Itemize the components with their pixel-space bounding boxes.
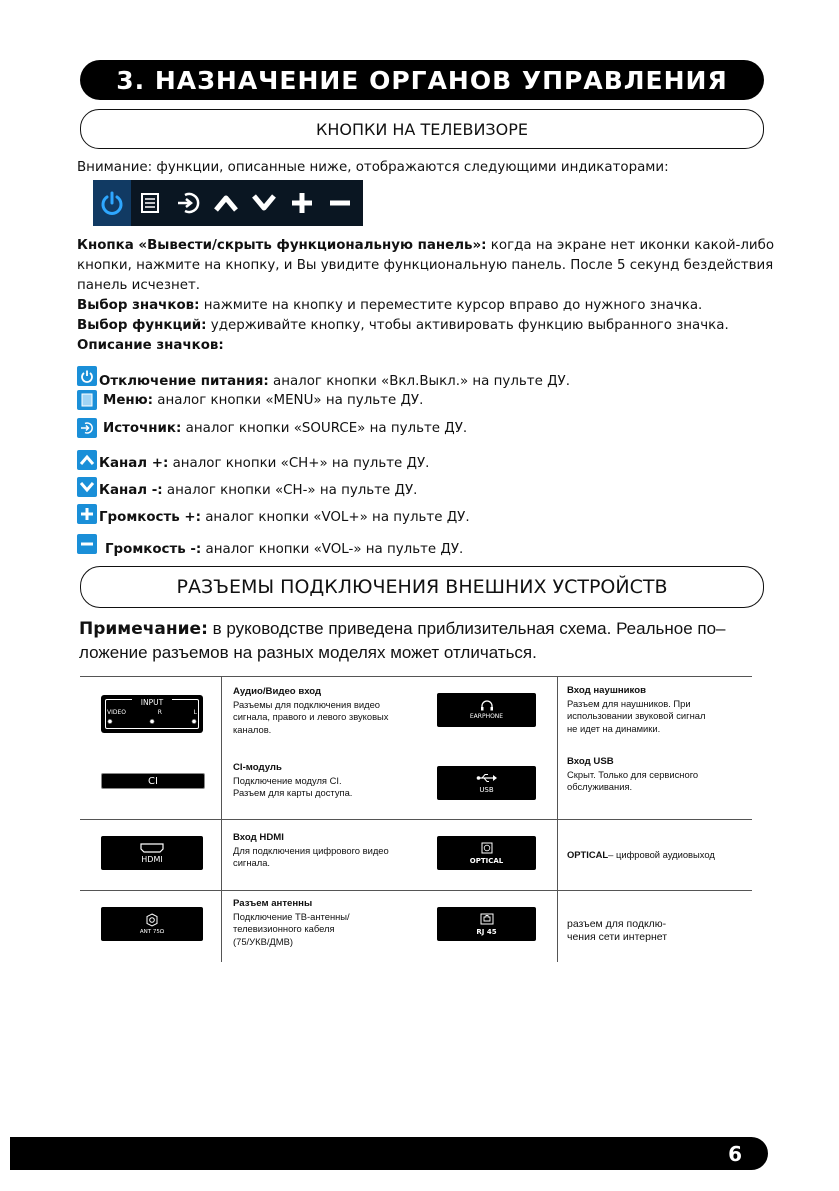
ci-desc-1: Подключение модуля CI. bbox=[233, 774, 342, 786]
desc-source bbox=[77, 418, 467, 438]
usb-desc-1: Скрыт. Только для сервисного bbox=[567, 768, 699, 780]
optical-title: OPTICAL bbox=[567, 849, 609, 860]
desc-power bbox=[77, 362, 570, 389]
input-label: INPUT bbox=[132, 698, 172, 707]
down-icon bbox=[77, 477, 97, 497]
rj45-desc-2: чения сети интернет bbox=[567, 931, 668, 943]
panel-toggle-text: когда на экране нет иконки какой-либо bbox=[486, 238, 775, 253]
optical-label: OPTICAL bbox=[469, 856, 504, 865]
plus-icon bbox=[283, 180, 321, 226]
l-label: L bbox=[193, 709, 197, 716]
hdmi-label: HDMI bbox=[141, 854, 163, 864]
down-icon bbox=[245, 180, 283, 226]
section-title-buttons: КНОПКИ НА ТЕЛЕВИЗОРЕ bbox=[80, 109, 764, 149]
power-icon bbox=[77, 366, 97, 386]
table-top-border bbox=[80, 676, 752, 677]
earphone-title: Вход наушников bbox=[567, 685, 646, 696]
desc-volume-down-label: Громкость -: bbox=[105, 542, 202, 557]
av-input-desc-1: Разъемы для подключения видео bbox=[233, 698, 380, 710]
hdmi-icon bbox=[140, 843, 164, 853]
video-jack-icon: ✹ bbox=[107, 718, 113, 726]
earphone-label: EARPHONE bbox=[469, 713, 504, 720]
usb-title: Вход USB bbox=[567, 756, 614, 767]
note-label: Примечание: bbox=[79, 619, 208, 639]
earphone-port bbox=[437, 693, 536, 727]
minus-icon bbox=[77, 534, 97, 554]
earphone-description bbox=[567, 685, 757, 735]
up-icon bbox=[207, 180, 245, 226]
hdmi-port bbox=[101, 836, 203, 870]
antenna-description bbox=[233, 898, 433, 948]
r-jack-icon: ✹ bbox=[149, 718, 155, 726]
optical-description bbox=[567, 849, 767, 862]
av-input-desc-3: каналов. bbox=[233, 723, 272, 735]
hdmi-title: Вход HDMI bbox=[233, 832, 284, 843]
av-input-desc-2: сигнала, правого и левого звуковых bbox=[233, 711, 389, 722]
up-icon bbox=[77, 450, 97, 470]
rj45-port bbox=[437, 907, 536, 941]
desc-channel-up-label: Канал +: bbox=[99, 456, 169, 471]
chapter-title: 3. НАЗНАЧЕНИЕ ОРГАНОВ УПРАВЛЕНИЯ bbox=[80, 60, 764, 100]
icon-select-paragraph bbox=[77, 296, 777, 316]
antenna-title: Разъем антенны bbox=[233, 898, 313, 909]
desc-power-text: аналог кнопки «Вкл.Выкл.» на пульте ДУ. bbox=[268, 374, 570, 389]
note bbox=[79, 617, 799, 664]
desc-volume-up bbox=[77, 502, 470, 525]
icon-descriptions-label: Описание значков: bbox=[77, 338, 224, 353]
function-select-paragraph bbox=[77, 316, 777, 336]
antenna-desc-3: (75/УКВ/ДМВ) bbox=[233, 935, 293, 947]
panel-toggle-paragraph bbox=[77, 236, 777, 296]
usb-icon bbox=[476, 773, 498, 783]
rj45-label: RJ 45 bbox=[476, 927, 497, 936]
intro-text: Внимание: функции, описанные ниже, отображаются следующими индикаторами: bbox=[77, 160, 669, 175]
panel-toggle-text-3: панель исчезнет. bbox=[77, 278, 201, 293]
icon-select-text: нажмите на кнопку и переместите курсор вправо до нужного значка. bbox=[199, 298, 703, 313]
desc-volume-down-text: аналог кнопки «VOL-» на пульте ДУ. bbox=[201, 542, 464, 557]
table-divider-2 bbox=[80, 890, 752, 891]
desc-channel-up-text: аналог кнопки «CH+» на пульте ДУ. bbox=[168, 456, 430, 471]
hdmi-desc-2: сигнала. bbox=[233, 857, 271, 868]
icon-select-label: Выбор значков: bbox=[77, 298, 200, 313]
av-input-port bbox=[101, 695, 203, 733]
r-label: R bbox=[157, 709, 162, 716]
table-col-line-2 bbox=[557, 676, 558, 962]
power-icon bbox=[93, 180, 131, 226]
desc-channel-down-text: аналог кнопки «CH-» на пульте ДУ. bbox=[162, 483, 418, 498]
note-text-2: ложение разъемов на разных моделях может отличаться. bbox=[79, 643, 537, 662]
note-text-1: в руководстве приведена приблизительная схема. Реальное по– bbox=[207, 619, 726, 638]
ethernet-icon bbox=[480, 913, 494, 925]
function-select-text: удерживайте кнопку, чтобы активировать функцию выбранного значка. bbox=[206, 318, 729, 333]
usb-label: USB bbox=[479, 785, 494, 794]
desc-channel-down-label: Канал -: bbox=[99, 483, 163, 498]
panel-toggle-text-2: кнопки, нажмите на кнопку, и Вы увидите функциональную панель. После 5 секунд бездействия bbox=[77, 258, 774, 273]
desc-menu-text: аналог кнопки «MENU» на пульте ДУ. bbox=[153, 392, 424, 408]
av-input-title: Аудио/Видео вход bbox=[233, 686, 322, 697]
antenna-port bbox=[101, 907, 203, 941]
source-icon bbox=[77, 418, 97, 438]
earphone-desc-3: не идет на динамики. bbox=[567, 722, 661, 734]
section-title-connectors: РАЗЪЕМЫ ПОДКЛЮЧЕНИЯ ВНЕШНИХ УСТРОЙСТВ bbox=[80, 566, 764, 608]
optical-port bbox=[437, 836, 536, 870]
rj45-description bbox=[567, 918, 757, 944]
ci-title: CI-модуль bbox=[233, 762, 282, 773]
optical-desc: – цифровой аудиовыход bbox=[608, 849, 715, 860]
page-footer bbox=[10, 1137, 768, 1170]
hdmi-desc-1: Для подключения цифрового видео bbox=[233, 844, 389, 856]
source-icon bbox=[169, 180, 207, 226]
ci-description bbox=[233, 762, 433, 800]
menu-icon bbox=[77, 390, 97, 410]
desc-source-text: аналог кнопки «SOURCE» на пульте ДУ. bbox=[181, 420, 468, 436]
table-divider-1 bbox=[80, 819, 752, 820]
earphone-desc-1: Разъем для наушников. При bbox=[567, 697, 691, 709]
l-jack-icon: ✹ bbox=[191, 718, 197, 726]
desc-channel-down bbox=[77, 475, 417, 498]
desc-power-label: Отключение питания: bbox=[99, 374, 269, 389]
minus-icon bbox=[321, 180, 359, 226]
usb-description bbox=[567, 756, 757, 794]
desc-channel-up bbox=[77, 448, 429, 471]
desc-volume-up-text: аналог кнопки «VOL+» на пульте ДУ. bbox=[200, 510, 470, 525]
antenna-desc-2: телевизионного кабеля bbox=[233, 923, 335, 934]
optical-icon bbox=[481, 842, 493, 854]
headphones-icon bbox=[480, 700, 494, 711]
menu-icon bbox=[131, 180, 169, 226]
page-number: 6 bbox=[728, 1141, 742, 1166]
antenna-icon bbox=[145, 913, 159, 927]
desc-menu bbox=[77, 390, 423, 410]
panel-toggle-label: Кнопка «Вывести/скрыть функциональную панель»: bbox=[77, 238, 487, 253]
icon-descriptions-heading bbox=[77, 336, 777, 356]
desc-volume-up-label: Громкость +: bbox=[99, 510, 201, 525]
desc-volume-down bbox=[77, 530, 463, 557]
earphone-desc-2: использовании звуковой сигнал bbox=[567, 710, 706, 721]
usb-port bbox=[437, 766, 536, 800]
table-col-line-1 bbox=[221, 676, 222, 962]
ci-label: CI bbox=[148, 775, 158, 787]
desc-menu-label: Меню: bbox=[103, 392, 154, 408]
indicator-strip bbox=[93, 180, 363, 226]
hdmi-description bbox=[233, 832, 433, 870]
antenna-desc-1: Подключение ТВ-антенны/ bbox=[233, 910, 350, 922]
function-select-label: Выбор функций: bbox=[77, 318, 207, 333]
plus-icon bbox=[77, 504, 97, 524]
video-label: VIDEO bbox=[107, 709, 127, 716]
ci-desc-2: Разъем для карты доступа. bbox=[233, 787, 353, 798]
antenna-label: ANT 75Ω bbox=[139, 929, 165, 935]
usb-desc-2: обслуживания. bbox=[567, 781, 633, 792]
av-input-description bbox=[233, 686, 433, 736]
rj45-desc-1: разъем для подклю- bbox=[567, 918, 667, 930]
ci-port bbox=[101, 773, 205, 789]
desc-source-label: Источник: bbox=[103, 420, 182, 436]
